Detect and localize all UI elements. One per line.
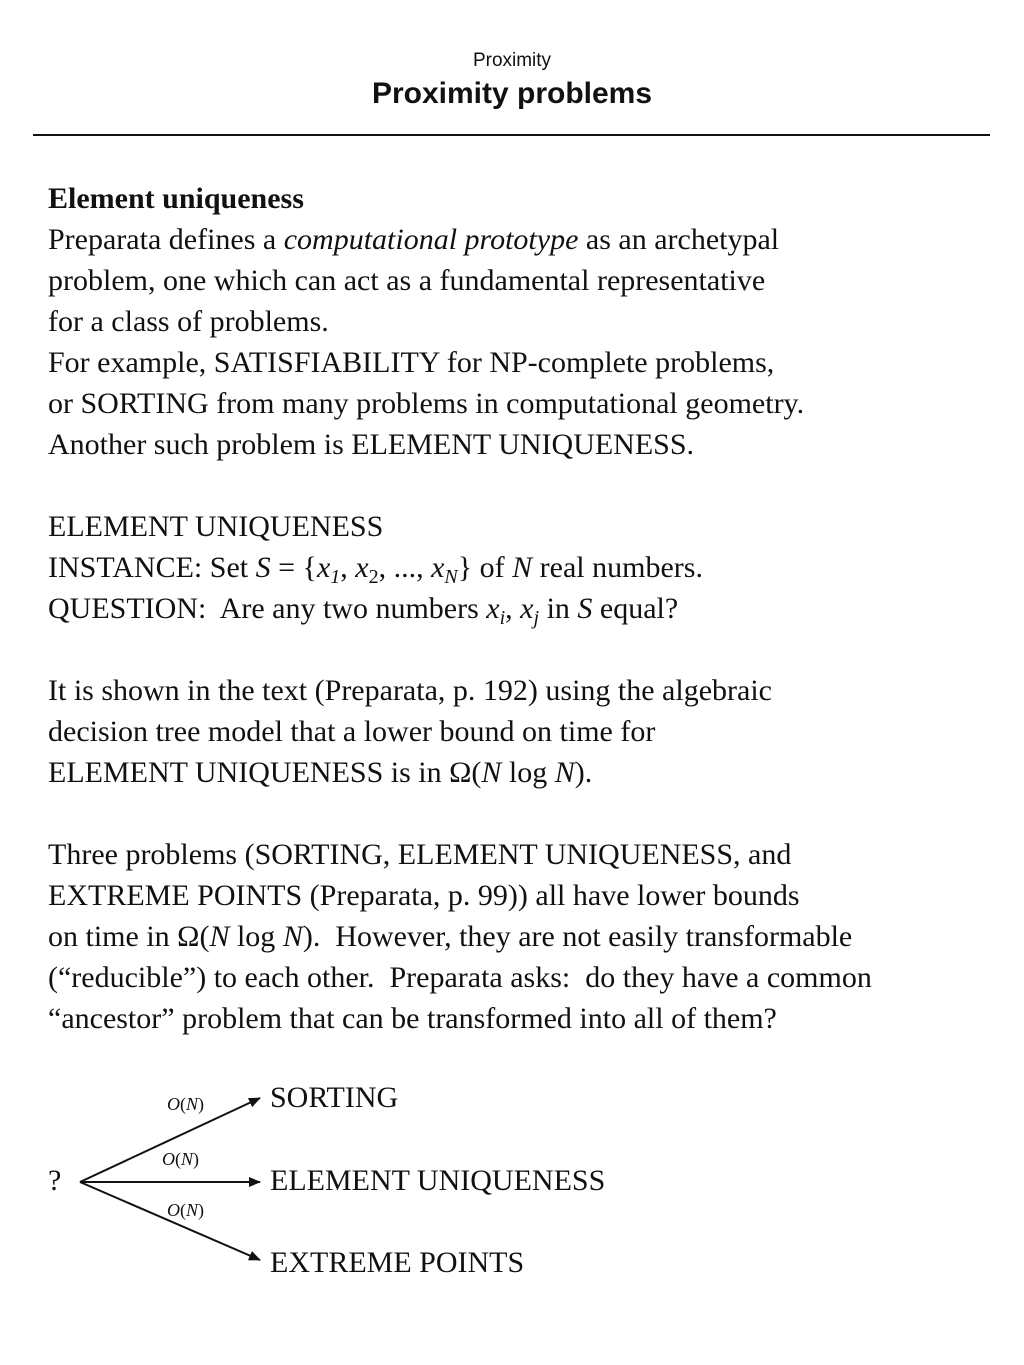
- section-heading: Element uniqueness: [48, 182, 304, 215]
- title-divider: [33, 134, 990, 136]
- paragraph-line: Preparata defines a computational prototype as an archetypal: [48, 223, 780, 256]
- paragraph-line: EXTREME POINTS (Preparata, p. 99)) all have lower bounds: [48, 879, 800, 912]
- slide-kicker: Proximity: [472, 50, 552, 71]
- paragraph-line: It is shown in the text (Preparata, p. 192) using the algebraic: [48, 674, 772, 707]
- paragraph-line: or SORTING from many problems in computational geometry.: [48, 387, 805, 420]
- paragraph-line: (“reducible”) to each other. Preparata asks: do they have a common: [48, 961, 872, 994]
- source-problem-label: ?: [48, 1164, 62, 1197]
- edge-label-sorting: O(N): [167, 1094, 205, 1114]
- paragraph-line: ELEMENT UNIQUENESS is in Ω(N log N).: [48, 756, 593, 789]
- arrow-to-extreme-points: [80, 1182, 260, 1260]
- problem-question: QUESTION: Are any two numbers $x_i$, $x_j$ in S equal?: [48, 592, 679, 629]
- slide-body: [48, 178, 1008, 1039]
- paragraph-line: Another such problem is ELEMENT UNIQUENESS.: [48, 428, 695, 461]
- target-extreme-points: EXTREME POINTS: [270, 1246, 525, 1279]
- paragraph-line: decision tree model that a lower bound on time for: [48, 715, 656, 748]
- paragraph-line: on time in Ω(N log N). However, they are not easily transformable: [48, 920, 853, 953]
- reduction-diagram: [0, 1060, 1024, 1320]
- problem-instance: INSTANCE: Set $S = \{x_1$, $x_2$, ..., $x_N$} of N real numbers.: [48, 551, 703, 588]
- emphasis-term: computational prototype: [283, 223, 579, 256]
- paragraph-line: “ancestor” problem that can be transformed into all of them?: [48, 1002, 777, 1035]
- paragraph-line: Three problems (SORTING, ELEMENT UNIQUENESS, and: [48, 838, 792, 871]
- edge-label-extreme-points: O(N): [167, 1200, 205, 1220]
- slide-title: Proximity problems: [371, 77, 653, 110]
- paragraph-line: for a class of problems.: [48, 305, 329, 338]
- target-element-uniqueness: ELEMENT UNIQUENESS: [270, 1164, 606, 1197]
- paragraph-line: For example, SATISFIABILITY for NP-complete problems,: [48, 346, 775, 379]
- target-sorting: SORTING: [270, 1081, 399, 1114]
- problem-name: ELEMENT UNIQUENESS: [48, 510, 384, 543]
- edge-label-element-uniqueness: O(N): [162, 1149, 200, 1169]
- paragraph-line: problem, one which can act as a fundamental representative: [48, 264, 766, 297]
